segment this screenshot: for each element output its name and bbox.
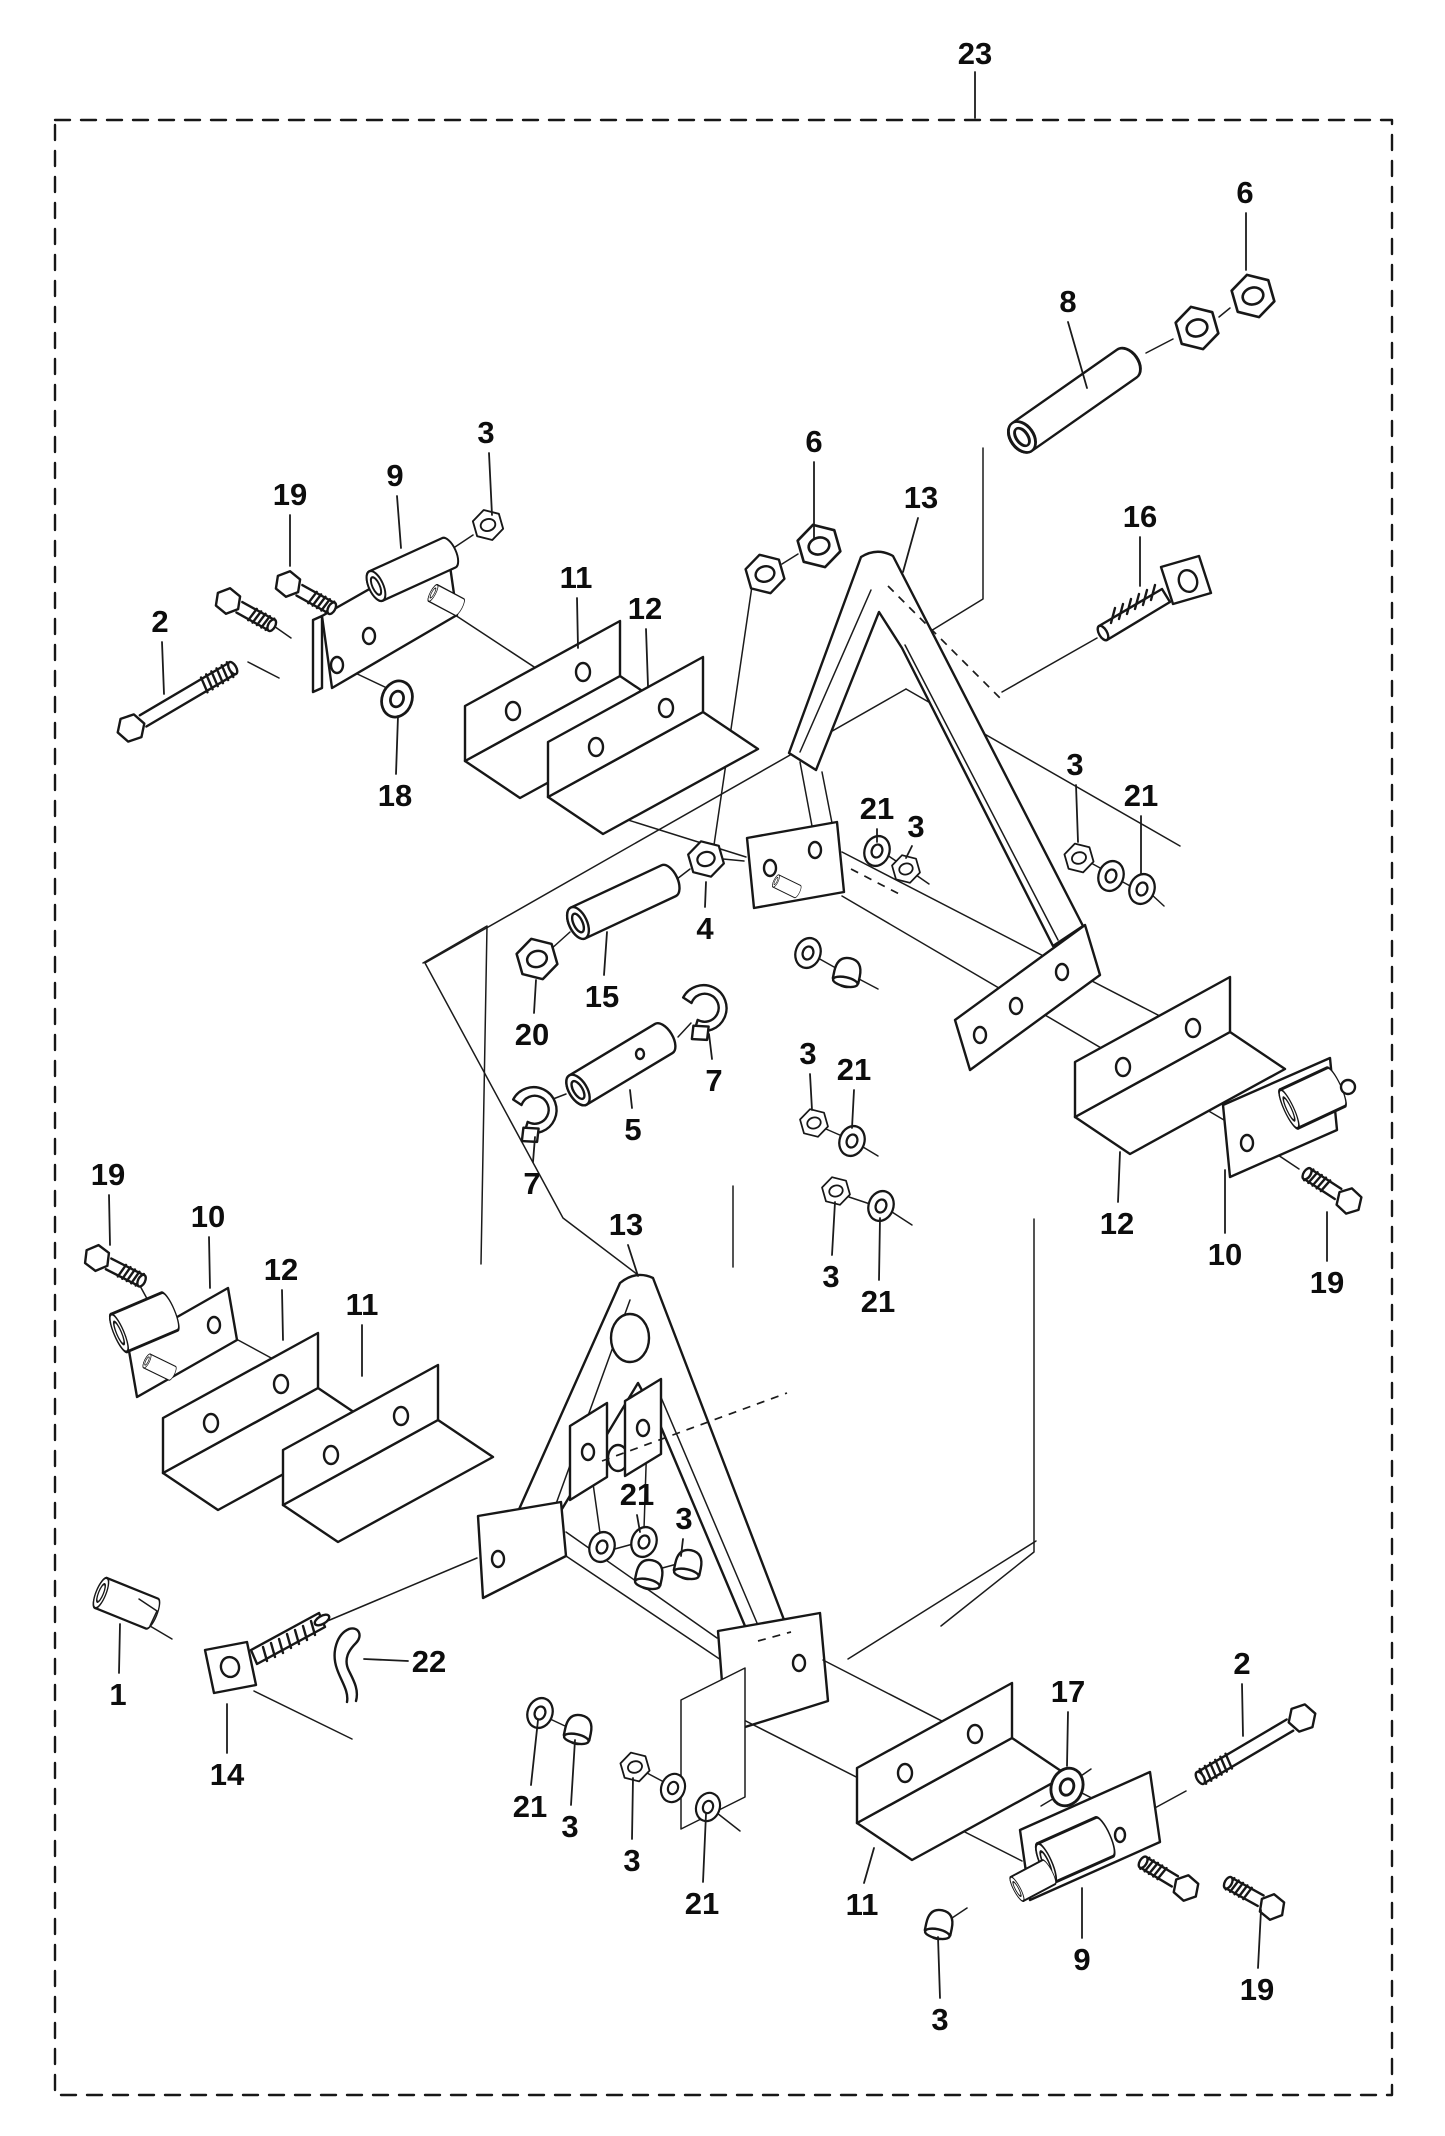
callout-label-8: 8 (1059, 284, 1077, 319)
callout-label-10: 10 (1207, 1237, 1243, 1272)
callout-label-3: 3 (623, 1843, 641, 1878)
callout-label-20: 20 (514, 1017, 550, 1052)
callout-label-19: 19 (1309, 1265, 1345, 1300)
hex-nut-4 (684, 839, 727, 879)
washer-21 (1094, 857, 1128, 894)
callout-label-11: 11 (845, 1887, 879, 1922)
bottom-left-hardware (90, 1576, 359, 1702)
callout-label-2: 2 (1233, 1646, 1251, 1681)
callout-label-19: 19 (90, 1157, 126, 1192)
callout-label-9: 9 (1073, 1942, 1091, 1977)
callout-label-19: 19 (272, 477, 308, 512)
callout-leader-3 (810, 1074, 812, 1110)
callout-leader-9 (397, 496, 401, 548)
callout-leader-11 (864, 1848, 874, 1883)
callout-leader-10 (209, 1237, 210, 1288)
clamp-ring-7 (675, 979, 735, 1045)
hex-nut-3 (797, 1107, 831, 1138)
callout-leader-4 (705, 882, 706, 907)
callout-label-21: 21 (860, 1284, 896, 1319)
callout-leader-15 (604, 932, 607, 975)
callout-leader-3 (938, 1937, 940, 1998)
callout-leader-12 (282, 1290, 283, 1340)
washer (791, 934, 825, 971)
callout-label-17: 17 (1050, 1674, 1086, 1709)
eye-bolt-14 (205, 1613, 331, 1693)
hex-nut-20 (512, 936, 562, 981)
callout-leader-11 (577, 598, 578, 648)
hex-bolt-19 (78, 1239, 151, 1294)
hex-bolt (1133, 1849, 1205, 1907)
callout-label-21: 21 (512, 1789, 548, 1824)
callout-label-12: 12 (627, 591, 663, 626)
pivot-pin-8 (1003, 343, 1146, 457)
callout-label-19: 19 (1239, 1972, 1275, 2007)
hex-nut-6 (1171, 304, 1223, 352)
callout-label-3: 3 (931, 2002, 949, 2037)
callout-leader-19 (109, 1195, 110, 1245)
centre-spacer-cluster (505, 839, 735, 1147)
callout-leader-19 (1258, 1910, 1261, 1968)
callout-label-3: 3 (675, 1501, 693, 1536)
hex-bolt-19 (269, 565, 342, 621)
callout-label-2: 2 (151, 604, 169, 639)
callout-label-7: 7 (523, 1166, 541, 1201)
frame-bottom-plate (955, 925, 1100, 1070)
hex-nut-3 (1061, 842, 1096, 874)
callout-label-3: 3 (477, 415, 495, 450)
callout-leader-7 (709, 1034, 712, 1059)
callout-label-18: 18 (377, 778, 413, 813)
hex-bolt-19-right (1297, 1161, 1369, 1220)
callout-label-15: 15 (584, 979, 620, 1014)
callout-label-6: 6 (1236, 175, 1254, 210)
callout-label-12: 12 (1099, 1206, 1135, 1241)
washer-21 (523, 1694, 557, 1731)
callout-leader-18 (396, 716, 398, 774)
hex-nut-6-middle (793, 522, 845, 570)
callout-label-3: 3 (907, 809, 925, 844)
upper-left-pivot-assembly (110, 508, 507, 749)
callout-leader-17 (1067, 1712, 1068, 1766)
callout-label-10: 10 (190, 1199, 226, 1234)
callout-label-12: 12 (263, 1252, 299, 1287)
hex-nut-6 (1227, 272, 1279, 320)
callout-leader-1 (119, 1624, 120, 1673)
callout-leader-5 (630, 1090, 632, 1108)
washer-21 (864, 1187, 898, 1224)
callout-leader-3 (489, 453, 492, 515)
callout-label-3: 3 (1066, 747, 1084, 782)
callout-leader-21 (852, 1090, 854, 1128)
callout-label-3: 3 (822, 1259, 840, 1294)
spacer-tube-5 (562, 1019, 681, 1109)
callout-leader-3 (1076, 785, 1078, 842)
flange-nut (832, 956, 863, 990)
frame-foot-bar (478, 1502, 566, 1598)
callout-label-7: 7 (705, 1063, 723, 1098)
callout-label-1: 1 (109, 1677, 127, 1712)
top-right-hardware (1002, 272, 1279, 692)
hex-bolt-2 (110, 654, 244, 749)
callout-leader-21 (879, 1218, 880, 1280)
callout-leader-2 (162, 642, 164, 694)
callout-label-22: 22 (411, 1644, 447, 1679)
callout-leader-3 (571, 1740, 575, 1805)
callout-label-11: 11 (559, 560, 593, 595)
illustration-linework (78, 272, 1369, 1941)
hex-nut-3 (617, 1751, 652, 1783)
callout-label-13: 13 (608, 1207, 644, 1242)
hex-nut-3 (470, 508, 507, 542)
callout-label-21: 21 (684, 1886, 720, 1921)
callout-leader-3 (632, 1778, 633, 1839)
hex-bolt-19-bottom (1219, 1869, 1292, 1925)
callout-label-14: 14 (209, 1757, 245, 1792)
callout-label-21: 21 (836, 1052, 872, 1087)
callout-leader-2 (1242, 1684, 1243, 1736)
callout-label-5: 5 (624, 1112, 642, 1147)
hex-nut-3 (819, 1175, 853, 1206)
washer-21 (1125, 870, 1159, 907)
callout-label-23: 23 (957, 36, 993, 71)
callout-leader-3 (832, 1202, 835, 1255)
callout-leader-22 (364, 1659, 408, 1661)
dome-nut-3 (634, 1558, 665, 1592)
bottom-right-pivot-assembly (1008, 1697, 1324, 1926)
washer-21 (627, 1523, 661, 1560)
dome-nut-3 (563, 1713, 594, 1747)
callout-label-3: 3 (561, 1809, 579, 1844)
callout-label-13: 13 (903, 480, 939, 515)
callout-label-11: 11 (345, 1287, 379, 1322)
washer-21 (585, 1528, 619, 1565)
dome-nut-3 (673, 1548, 704, 1582)
callout-label-4: 4 (696, 911, 714, 946)
hex-bolt-19 (209, 582, 282, 638)
hex-nut-6-middle (741, 552, 788, 595)
callout-leader-21 (531, 1720, 538, 1785)
callout-label-21: 21 (859, 791, 895, 826)
callout-label-9: 9 (386, 458, 404, 493)
callout-label-3: 3 (799, 1036, 817, 1071)
callout-label-16: 16 (1122, 499, 1158, 534)
hex-bolt-2-bottom (1190, 1697, 1324, 1792)
eye-bolt-16 (1002, 556, 1211, 692)
callout-label-6: 6 (805, 424, 823, 459)
callout-leader-20 (534, 980, 536, 1013)
callout-leader-21 (703, 1814, 706, 1882)
callout-leader-12 (646, 629, 648, 686)
dome-nut-3 (924, 1908, 955, 1942)
callout-label-21: 21 (1123, 778, 1159, 813)
washer-18 (377, 677, 418, 722)
callout-leader-12 (1118, 1152, 1120, 1202)
callout-leader-13 (903, 518, 918, 572)
callout-label-21: 21 (619, 1477, 655, 1512)
